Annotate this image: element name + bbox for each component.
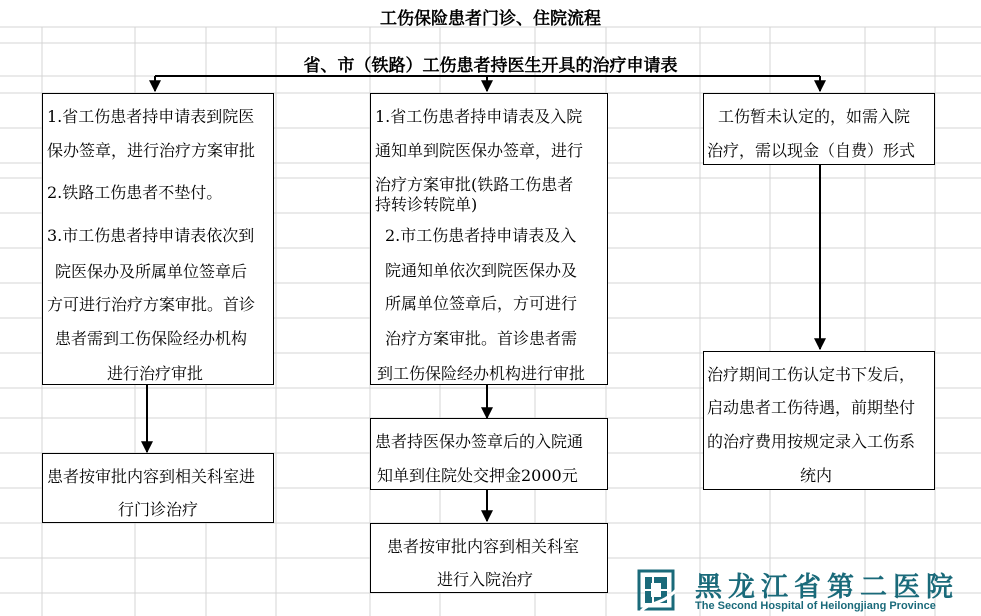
right-box-2-line: 治疗期间工伤认定书下发后， <box>707 365 916 384</box>
middle-box-1-line: 持转诊转院单) <box>375 195 478 214</box>
middle-box-1-line: 所属单位签章后，方可进行 <box>385 294 578 313</box>
hospital-logo <box>633 565 981 616</box>
middle-box-1-line: 到工伤保险经办机构进行审批 <box>377 364 586 383</box>
right-box-1 <box>703 93 935 165</box>
middle-box-2-line: 知单到住院处交押金2000元 <box>377 466 578 485</box>
left-box-1-line: 患者需到工伤保险经办机构 <box>55 329 248 348</box>
middle-box-1-line: 治疗方案审批。首诊患者需 <box>385 329 578 348</box>
left-box-1-line: 院医保办及所属单位签章后 <box>55 262 248 281</box>
middle-box-1-line: 院通知单依次到院医保办及 <box>385 261 578 280</box>
middle-box-1-line: 1.省工伤患者持申请表及入院 <box>375 107 583 126</box>
left-box-2-line: 患者按审批内容到相关科室进 <box>47 467 256 486</box>
middle-box-3-line: 进行入院治疗 <box>437 570 534 589</box>
middle-box-2-line: 患者持医保办签章后的入院通 <box>375 432 584 451</box>
left-box-1 <box>42 93 274 385</box>
right-box-2-line: 的治疗费用按规定录入工伤系 <box>707 432 916 451</box>
left-box-2 <box>42 453 274 523</box>
right-box-1-line: 工伤暂未认定的，如需入院 <box>718 107 911 126</box>
right-box-2 <box>703 351 935 490</box>
middle-box-1-line: 通知单到院医保办签章，进行 <box>375 141 584 160</box>
middle-box-1-line: 治疗方案审批(铁路工伤患者 <box>375 175 574 194</box>
start-node: 省、市（铁路）工伤患者持医生开具的治疗申请表 <box>303 56 678 76</box>
right-box-1-line: 治疗，需以现金（自费）形式 <box>707 141 916 160</box>
left-box-1-line: 保办签章，进行治疗方案审批 <box>47 141 256 160</box>
middle-box-3-line: 患者按审批内容到相关科室 <box>387 537 580 556</box>
middle-box-1-line: 2.市工伤患者持申请表及入 <box>385 226 577 245</box>
middle-box-2 <box>370 418 608 490</box>
right-box-2-line: 统内 <box>800 466 833 485</box>
left-box-1-line: 进行治疗审批 <box>107 364 204 383</box>
left-box-1-line: 1.省工伤患者持申请表到院医 <box>47 107 255 126</box>
left-box-2-line: 行门诊治疗 <box>118 500 199 519</box>
left-box-1-line: 3.市工伤患者持申请表依次到 <box>47 226 255 245</box>
left-box-1-line: 2.铁路工伤患者不垫付。 <box>47 183 223 202</box>
right-box-2-line: 启动患者工伤待遇，前期垫付 <box>707 398 916 417</box>
middle-box-1 <box>370 93 608 385</box>
middle-box-3 <box>370 523 608 593</box>
left-box-1-line: 方可进行治疗方案审批。首诊 <box>47 295 256 314</box>
hospital-emblem-icon <box>633 565 689 616</box>
hospital-name-cn: 黑龙江省第二医院 <box>695 572 959 603</box>
page-title: 工伤保险患者门诊、住院流程 <box>380 9 601 29</box>
hospital-name-en: The Second Hospital of Heilongjiang Province <box>695 600 936 612</box>
